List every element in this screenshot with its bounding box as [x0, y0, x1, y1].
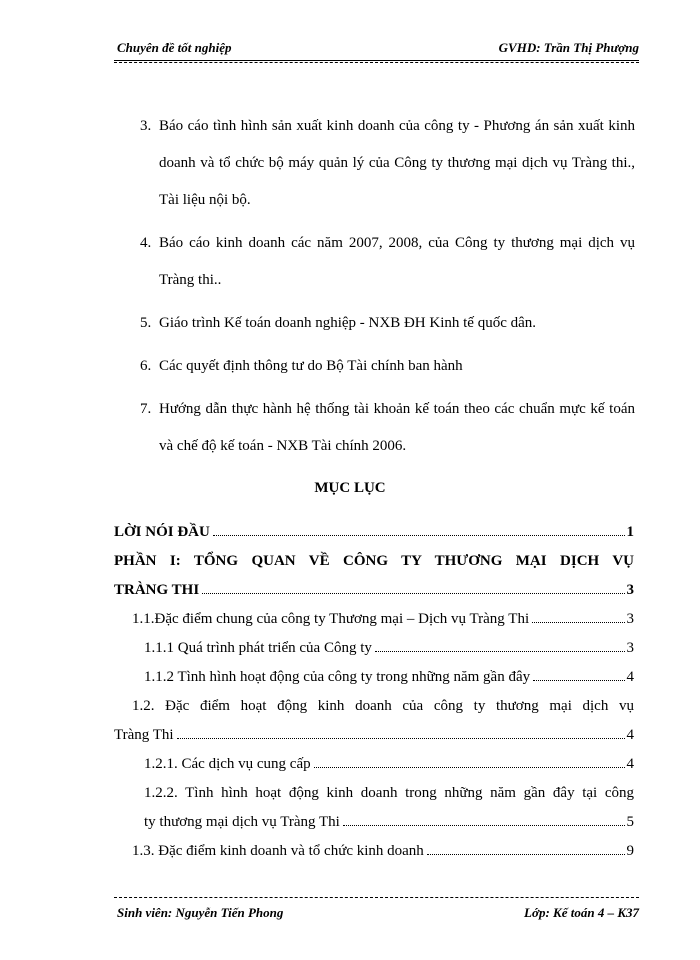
reference-number: 6. [140, 358, 152, 374]
toc-entry-1-1-1[interactable] [114, 634, 634, 663]
reference-text: Các quyết định thông tư do Bộ Tài chính ban hành [159, 358, 463, 374]
toc-entry-text: 1.3. Đặc điểm kinh doanh và tổ chức kinh doanh [132, 843, 424, 859]
toc-entry-1-2[interactable] [114, 692, 634, 750]
toc-entry-phan-1[interactable] [114, 547, 634, 605]
header-left: Chuyên đề tốt nghiệp [117, 40, 232, 55]
toc-entry-text-line1: 1.2. Đặc điểm hoạt động kinh doanh của công ty thương mại dịch vụ [132, 698, 634, 714]
toc-entry-text: 1.1.Đặc điểm chung của công ty Thương mại – Dịch vụ Tràng Thi [132, 611, 530, 627]
reference-item [140, 348, 635, 385]
page-footer [114, 905, 639, 925]
toc-entry-1-1[interactable] [114, 605, 634, 634]
table-of-contents [114, 518, 634, 866]
references-list [140, 108, 635, 471]
toc-title: MỤC LỤC [314, 480, 386, 496]
footer-rule [114, 897, 639, 898]
toc-entry-1-1-2[interactable] [114, 663, 634, 692]
reference-item [140, 305, 635, 342]
toc-page-number: 5 [626, 814, 634, 830]
toc-entry-text-line1: 1.2.2. Tình hình hoạt động kinh doanh trong những năm gần đây tại công [144, 785, 634, 801]
toc-leader-dots [177, 738, 625, 739]
toc-page-number: 4 [626, 756, 634, 772]
toc-leader-dots [202, 593, 624, 594]
reference-item [140, 391, 635, 465]
toc-page-number: 3 [626, 582, 634, 598]
toc-entry-text: LỜI NÓI ĐẦU [114, 524, 210, 540]
footer-right: Lớp: Kế toán 4 – K37 [524, 905, 639, 920]
toc-leader-dots [533, 680, 624, 681]
footer-left: Sinh viên: Nguyễn Tiến Phong [117, 905, 284, 920]
toc-page-number: 3 [626, 611, 634, 627]
toc-entry-text-line1: PHẦN I: TỔNG QUAN VỀ CÔNG TY THƯƠNG MẠI DỊCH VỤ [114, 553, 634, 569]
toc-entry-1-3[interactable] [114, 837, 634, 866]
reference-text: Hướng dẫn thực hành hệ thống tài khoản kế toán theo các chuẩn mực kế toán và chế độ kế toán - NXB Tài chính 2006. [159, 401, 635, 454]
toc-entry-text: 1.1.1 Quá trình phát triển của Công ty [144, 640, 372, 656]
toc-page-number: 9 [626, 843, 634, 859]
toc-entry-text: 1.2.1. Các dịch vụ cung cấp [144, 756, 311, 772]
toc-page-number: 1 [626, 524, 634, 540]
header-rule [114, 60, 639, 63]
reference-text: Báo cáo kinh doanh các năm 2007, 2008, của Công ty thương mại dịch vụ Tràng thi.. [159, 235, 635, 288]
reference-item [140, 225, 635, 299]
toc-entry-loi-noi-dau[interactable] [114, 518, 634, 547]
reference-text: Báo cáo tình hình sản xuất kinh doanh của công ty - Phương án sản xuất kinh doanh và tổ chức bộ máy quản lý của Công ty thương mại dịch vụ Tràng thi., Tài liệu nội bộ. [159, 118, 635, 208]
toc-leader-dots [532, 622, 624, 623]
toc-page-number: 4 [626, 669, 634, 685]
page-header [114, 40, 639, 60]
toc-leader-dots [213, 535, 625, 536]
toc-entry-text-line2: ty thương mại dịch vụ Tràng Thi [144, 814, 340, 830]
toc-leader-dots [427, 854, 625, 855]
reference-item [140, 108, 635, 219]
header-right: GVHD: Trần Thị Phượng [498, 40, 639, 55]
reference-text: Giáo trình Kế toán doanh nghiệp - NXB ĐH Kinh tế quốc dân. [159, 315, 537, 331]
toc-entry-1-2-1[interactable] [114, 750, 634, 779]
toc-leader-dots [375, 651, 625, 652]
toc-leader-dots [343, 825, 625, 826]
toc-page-number: 3 [626, 640, 634, 656]
toc-leader-dots [314, 767, 625, 768]
toc-entry-1-2-2[interactable] [114, 779, 634, 837]
toc-page-number: 4 [626, 727, 634, 743]
reference-number: 4. [140, 235, 152, 251]
reference-number: 7. [140, 401, 152, 417]
toc-entry-text-line2: Tràng Thi [114, 727, 174, 743]
toc-entry-text: 1.1.2 Tình hình hoạt động của công ty trong những năm gần đây [144, 669, 531, 685]
reference-number: 5. [140, 315, 152, 331]
reference-number: 3. [140, 118, 152, 134]
toc-entry-text-line2: TRÀNG THI [114, 582, 200, 598]
